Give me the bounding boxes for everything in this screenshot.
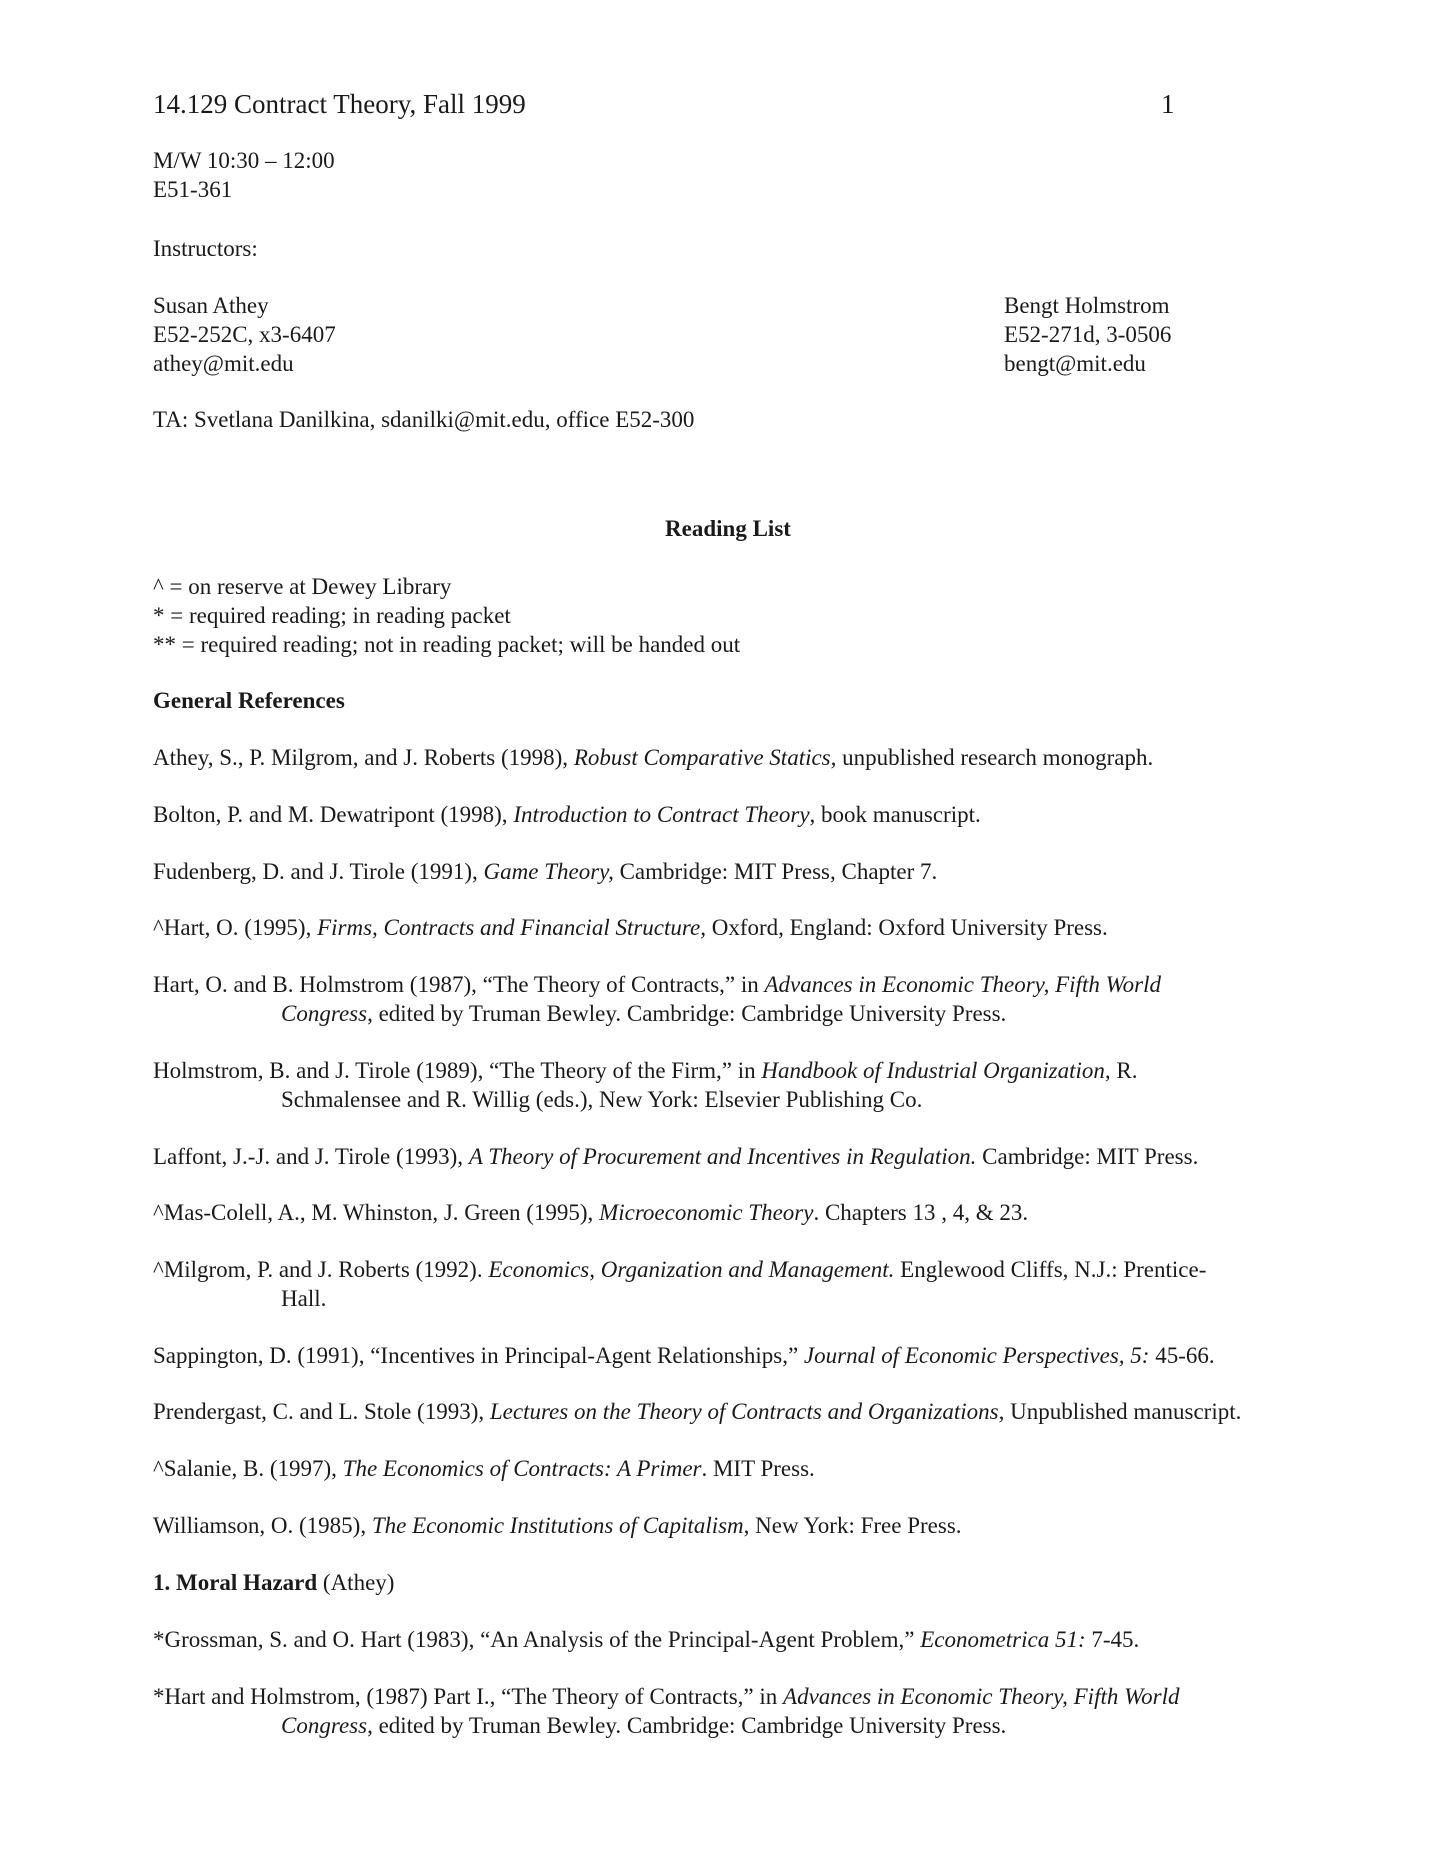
document-title: 14.129 Contract Theory, Fall 1999: [153, 89, 526, 119]
reference-title: A Theory of Procurement and Incentives in Regulation.: [468, 1144, 977, 1169]
reference-item: *Hart and Holmstrom, (1987) Part I., “The Theory of Contracts,” in Advances in Economic Theory, Fifth World Congress, edited by Truman Bewley. Cambridge: Cambridge University Press.: [153, 1684, 1180, 1738]
reference-title: Advances in Economic Theory, Fifth World: [764, 972, 1161, 997]
reference-title: Microeconomic Theory: [599, 1200, 814, 1225]
reference-title: Game Theory,: [483, 859, 614, 884]
legend: [153, 572, 740, 659]
reference-item: Sappington, D. (1991), “Incentives in Principal-Agent Relationships,” Journal of Economic Perspectives, 5: 45-66.: [153, 1343, 1215, 1368]
legend-item: ^ = on reserve at Dewey Library: [153, 574, 452, 599]
reference-item: Holmstrom, B. and J. Tirole (1989), “The Theory of the Firm,” in Handbook of Industrial Organization, R. Schmalensee and R. Willig (eds.), New York: Elsevier Publishing Co.: [153, 1058, 1138, 1112]
reference-item: Laffont, J.-J. and J. Tirole (1993), A Theory of Procurement and Incentives in Regulation. Cambridge: MIT Press.: [153, 1144, 1199, 1169]
reference-title: The Economic Institutions of Capitalism: [371, 1513, 744, 1538]
instructor-office: E52-252C, x3-6407: [153, 322, 336, 347]
reference-title: Lectures on the Theory of Contracts and Organizations,: [489, 1399, 1005, 1424]
instructor-email: bengt@mit.edu: [1004, 351, 1146, 376]
schedule-time: M/W 10:30 – 12:00: [153, 148, 335, 173]
reference-title: Robust Comparative Statics,: [573, 745, 837, 770]
reference-title: Journal of Economic Perspectives, 5:: [803, 1343, 1150, 1368]
instructor-name: Bengt Holmstrom: [1004, 293, 1170, 318]
reference-title: Introduction to Contract Theory: [513, 802, 810, 827]
reference-item: *Grossman, S. and O. Hart (1983), “An Analysis of the Principal-Agent Problem,” Econometrica 51: 7-45.: [153, 1627, 1140, 1652]
schedule-block: [153, 146, 335, 204]
reference-title: Advances in Economic Theory, Fifth World: [783, 1684, 1180, 1709]
reference-item: ^Hart, O. (1995), Firms, Contracts and Financial Structure, Oxford, England: Oxford University Press.: [153, 915, 1108, 940]
reference-title: Handbook of Industrial Organization,: [761, 1058, 1111, 1083]
reference-item: ^Salanie, B. (1997), The Economics of Contracts: A Primer. MIT Press.: [153, 1456, 815, 1481]
instructor-office: E52-271d, 3-0506: [1004, 322, 1172, 347]
reference-item: Bolton, P. and M. Dewatripont (1998), Introduction to Contract Theory, book manuscript.: [153, 802, 981, 827]
reference-item: Williamson, O. (1985), The Economic Institutions of Capitalism, New York: Free Press.: [153, 1513, 962, 1538]
ta-info: TA: Svetlana Danilkina, sdanilki@mit.edu, office E52-300: [153, 407, 695, 432]
reference-title: The Economics of Contracts: A Primer: [342, 1456, 702, 1481]
reference-item: Hart, O. and B. Holmstrom (1987), “The Theory of Contracts,” in Advances in Economic Theory, Fifth World Congress, edited by Truman Bewley. Cambridge: Cambridge University Press.: [153, 972, 1161, 1026]
instructor-name: Susan Athey: [153, 293, 269, 318]
general-references-heading: General References: [153, 688, 345, 713]
reference-item: Fudenberg, D. and J. Tirole (1991), Game Theory, Cambridge: MIT Press, Chapter 7.: [153, 859, 938, 884]
instructor-1: [153, 291, 336, 378]
legend-item: * = required reading; in reading packet: [153, 603, 511, 628]
reference-title: Firms, Contracts and Financial Structure,: [317, 915, 706, 940]
reference-item: ^Milgrom, P. and J. Roberts (1992). Economics, Organization and Management. Englewood Cliffs, N.J.: Prentice- Hall.: [153, 1257, 1207, 1311]
page-number: 1: [1161, 89, 1175, 119]
instructors-label: Instructors:: [153, 236, 258, 261]
reference-title: Econometrica 51:: [920, 1627, 1086, 1652]
schedule-room: E51-361: [153, 177, 233, 202]
legend-item: ** = required reading; not in reading packet; will be handed out: [153, 632, 741, 657]
instructor-2: [1004, 291, 1171, 378]
instructor-email: athey@mit.edu: [153, 351, 294, 376]
reference-title: Economics, Organization and Management.: [488, 1257, 895, 1282]
reference-item: ^Mas-Colell, A., M. Whinston, J. Green (1995), Microeconomic Theory. Chapters 13 , 4, & 23.: [153, 1200, 1029, 1225]
reference-item: Athey, S., P. Milgrom, and J. Roberts (1998), Robust Comparative Statics, unpublished research monograph.: [153, 745, 1154, 770]
reference-item: Prendergast, C. and L. Stole (1993), Lectures on the Theory of Contracts and Organizations, Unpublished manuscript.: [153, 1399, 1242, 1424]
section-heading-moral-hazard: 1. Moral Hazard (Athey): [153, 1570, 395, 1595]
reading-list-heading: Reading List: [665, 516, 791, 541]
